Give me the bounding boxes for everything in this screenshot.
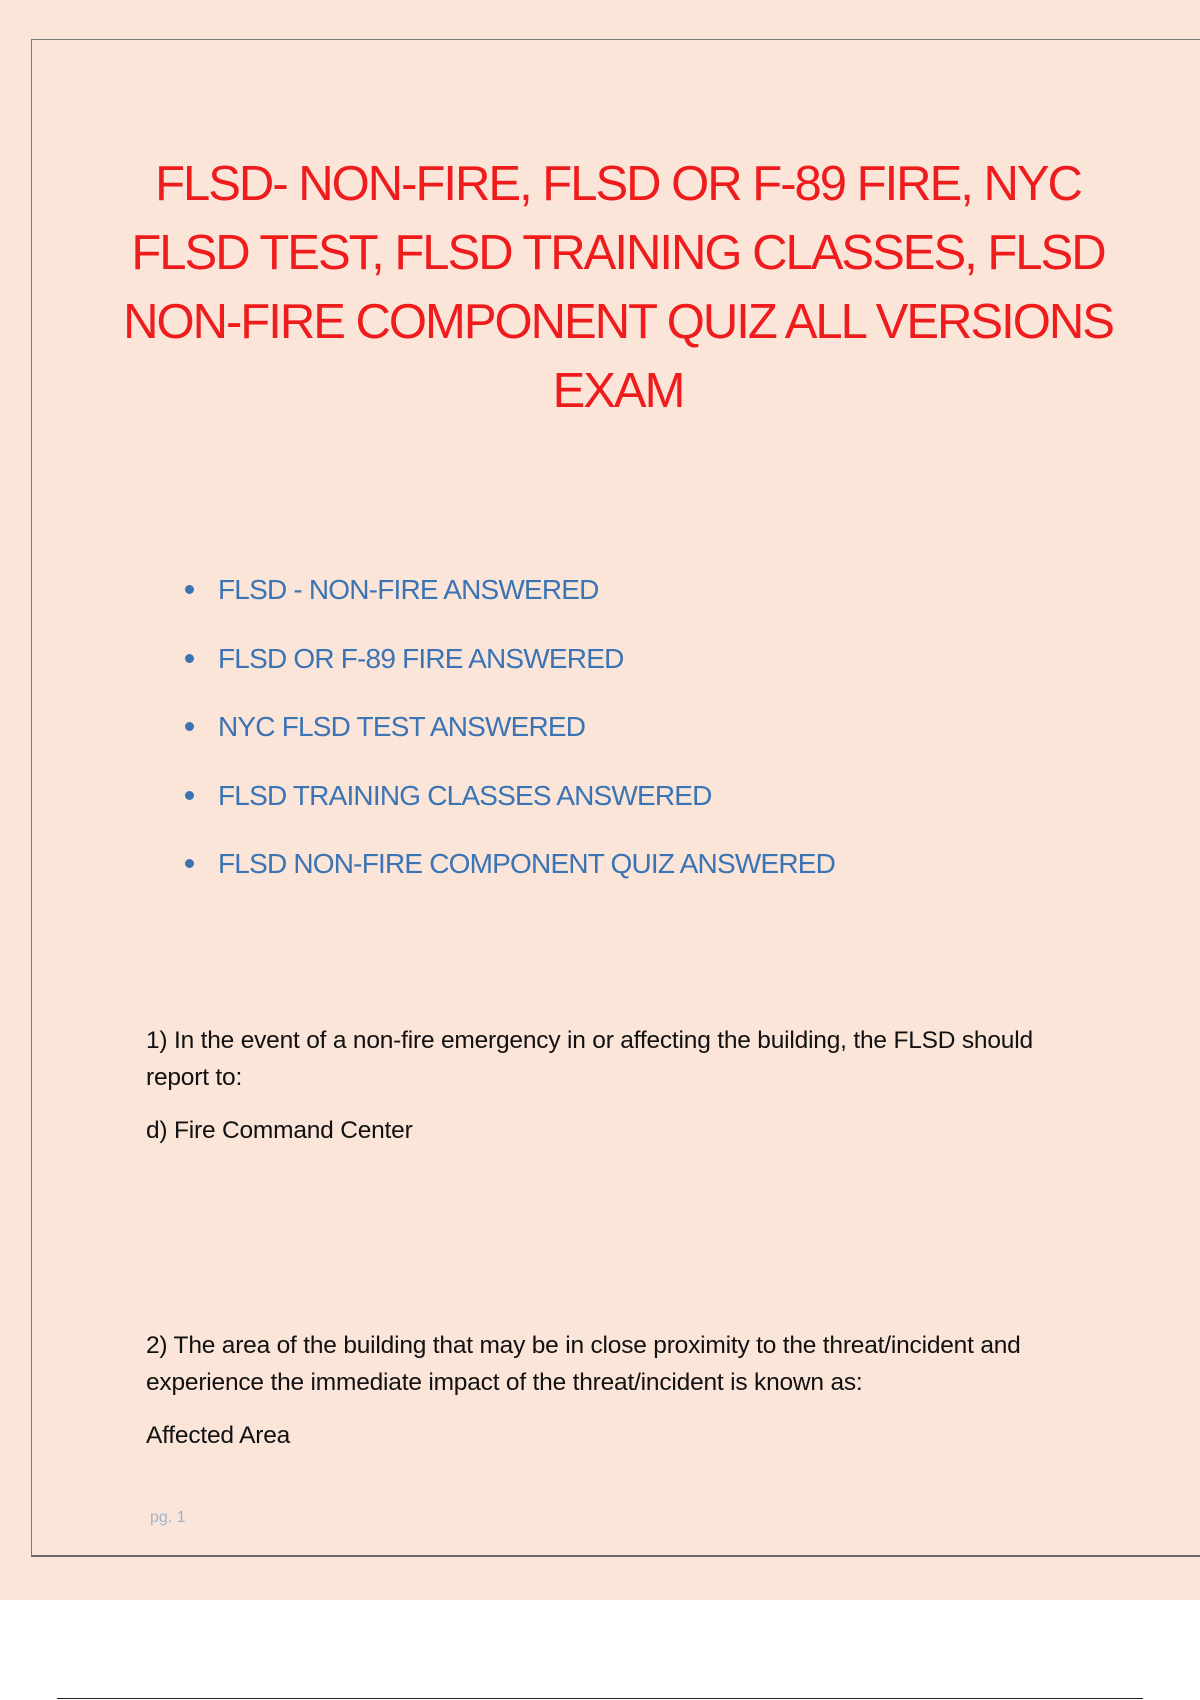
topic-item bbox=[182, 774, 835, 843]
bullet-icon bbox=[185, 859, 194, 868]
bullet-icon bbox=[185, 654, 194, 663]
topic-label: FLSD OR F-89 FIRE ANSWERED bbox=[218, 642, 624, 674]
topic-label: FLSD TRAINING CLASSES ANSWERED bbox=[218, 779, 712, 811]
question-text: 1) In the event of a non-fire emergency in or affecting the building, the FLSD should report to: bbox=[146, 1027, 1033, 1091]
answer-text: d) Fire Command Center bbox=[146, 1117, 413, 1144]
topic-item bbox=[182, 705, 835, 774]
document-title: FLSD- NON-FIRE, FLSD OR F-89 FIRE, NYC FLSD TEST, FLSD TRAINING CLASSES, FLSD NON-FIRE COMPONENT QUIZ ALL VERSIONS EXAM bbox=[123, 157, 1113, 418]
footer-divider bbox=[57, 1698, 1143, 1699]
question-block bbox=[146, 1022, 1086, 1149]
question-block bbox=[146, 1327, 1086, 1454]
bullet-icon bbox=[185, 791, 194, 800]
answer-text: Affected Area bbox=[146, 1422, 291, 1449]
page-number: pg. 1 bbox=[150, 1509, 186, 1526]
topic-item bbox=[182, 568, 835, 637]
topic-label: NYC FLSD TEST ANSWERED bbox=[218, 711, 586, 742]
topic-item bbox=[182, 842, 835, 911]
topic-list bbox=[182, 568, 835, 911]
topic-label: FLSD - NON-FIRE ANSWERED bbox=[218, 574, 599, 605]
topic-label: FLSD NON-FIRE COMPONENT QUIZ ANSWERED bbox=[218, 848, 836, 879]
question-text: 2) The area of the building that may be in close proximity to the threat/incident and experience the immediate impact of the threat/incident is known as: bbox=[146, 1332, 1021, 1396]
bullet-icon bbox=[185, 722, 194, 731]
bullet-icon bbox=[185, 585, 194, 594]
topic-item bbox=[182, 637, 835, 706]
